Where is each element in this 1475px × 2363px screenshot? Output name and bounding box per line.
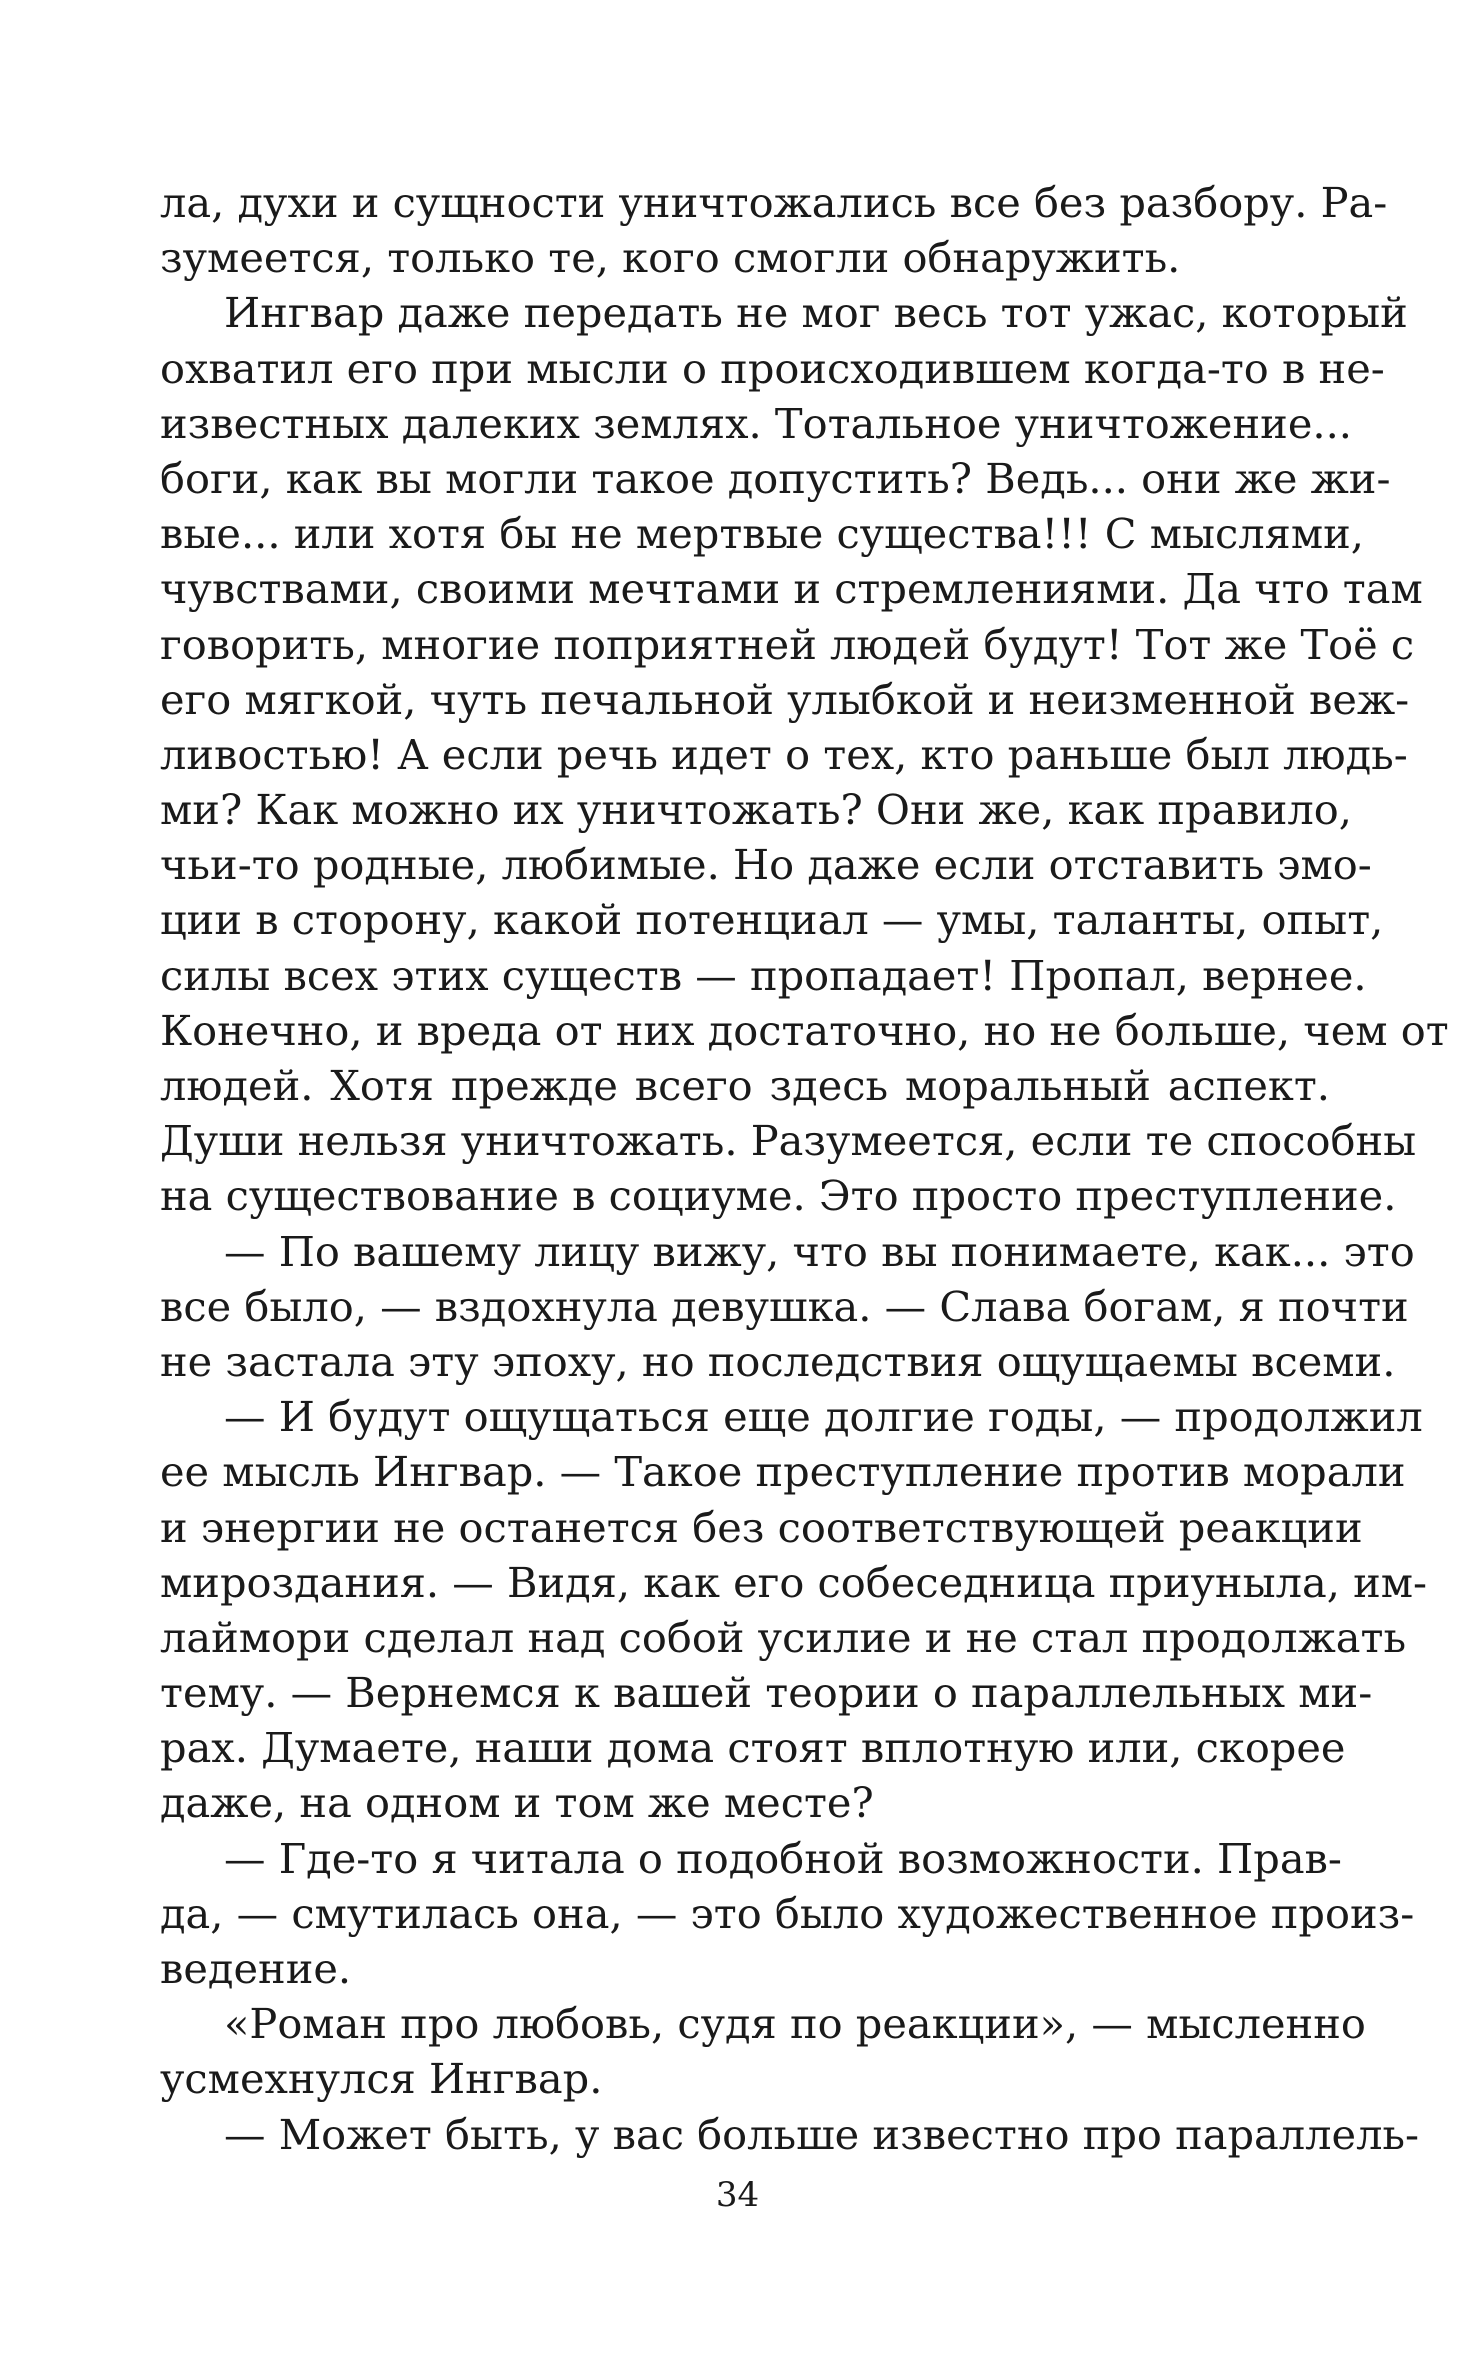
text-line: ведение. <box>160 1944 352 1993</box>
text-line: — Где-то я читала о подобной возможности. Прав- <box>224 1833 1342 1883</box>
text-line: ла, духи и сущности уничтожались все без разбору. Ра- <box>160 178 1388 227</box>
text-line: боги, как вы могли такое допустить? Ведь... они же жи- <box>160 453 1391 503</box>
page-number: 34 <box>715 2175 760 2215</box>
text-line: на существование в социуме. Это просто преступление. <box>160 1171 1397 1221</box>
text-line: «Роман про любовь, судя по реакции», — мысленно <box>224 1999 1366 2049</box>
text-line: охватил его при мысли о происходившем когда-то в не- <box>160 343 1385 393</box>
text-line: и энергии не останется без соответствующей реакции <box>160 1502 1363 1552</box>
text-line: силы всех этих существ — пропадает! Пропал, вернее. <box>160 950 1367 1000</box>
page-text <box>160 175 1449 2162</box>
text-line: ливостью! А если речь идет о тех, кто раньше был людь- <box>160 729 1408 779</box>
text-line: не застала эту эпоху, но последствия ощущаемы всеми. <box>160 1336 1396 1386</box>
text-line: его мягкой, чуть печальной улыбкой и неизменной веж- <box>160 674 1410 724</box>
text-line: ее мысль Ингвар. — Такое преступление против морали <box>160 1447 1406 1497</box>
text-line: даже, на одном и том же месте? <box>160 1778 874 1828</box>
text-line: — По вашему лицу вижу, что вы понимаете, как... это <box>224 1226 1415 1276</box>
text-line: чьи-то родные, любимые. Но даже если отставить эмо- <box>160 840 1372 890</box>
text-line: да, — смутилась она, — это было художественное произ- <box>160 1888 1415 1938</box>
text-line: людей. Хотя прежде всего здесь моральный аспект. <box>160 1061 1330 1110</box>
text-line: ции в сторону, какой потенциал — умы, таланты, опыт, <box>160 895 1384 945</box>
text-line: говорить, многие поприятней людей будут! Тот же Тоё с <box>160 619 1415 669</box>
text-line: — Может быть, у вас больше известно про параллель- <box>224 2109 1420 2159</box>
text-line: лаймори сделал над собой усилие и не стал продолжать <box>160 1612 1407 1662</box>
text-line: вые... или хотя бы не мертвые существа!!! С мыслями, <box>160 509 1364 559</box>
text-line: зумеется, только те, кого смогли обнаружить. <box>160 233 1181 283</box>
text-line: ми? Как можно их уничтожать? Они же, как правило, <box>160 785 1352 835</box>
text-line: Души нельзя уничтожать. Разумеется, если те способны <box>160 1116 1417 1166</box>
text-line: тему. — Вернемся к вашей теории о параллельных ми- <box>160 1668 1373 1718</box>
text-line: все было, — вздохнула девушка. — Слава богам, я почти <box>160 1281 1409 1331</box>
text-line: мироздания. — Видя, как его собеседница приуныла, им- <box>160 1557 1428 1607</box>
text-line: Ингвар даже передать не мог весь тот ужас, который <box>224 288 1408 338</box>
text-line: рах. Думаете, наши дома стоят вплотную или, скорее <box>160 1723 1346 1773</box>
text-line: — И будут ощущаться еще долгие годы, — продолжил <box>224 1392 1423 1442</box>
text-line: чувствами, своими мечтами и стремлениями. Да что там <box>160 564 1423 614</box>
text-line: усмехнулся Ингвар. <box>160 2054 603 2104</box>
text-line: Конечно, и вреда от них достаточно, но не больше, чем от <box>160 1005 1449 1055</box>
text-line: известных далеких землях. Тотальное уничтожение... <box>160 398 1352 448</box>
